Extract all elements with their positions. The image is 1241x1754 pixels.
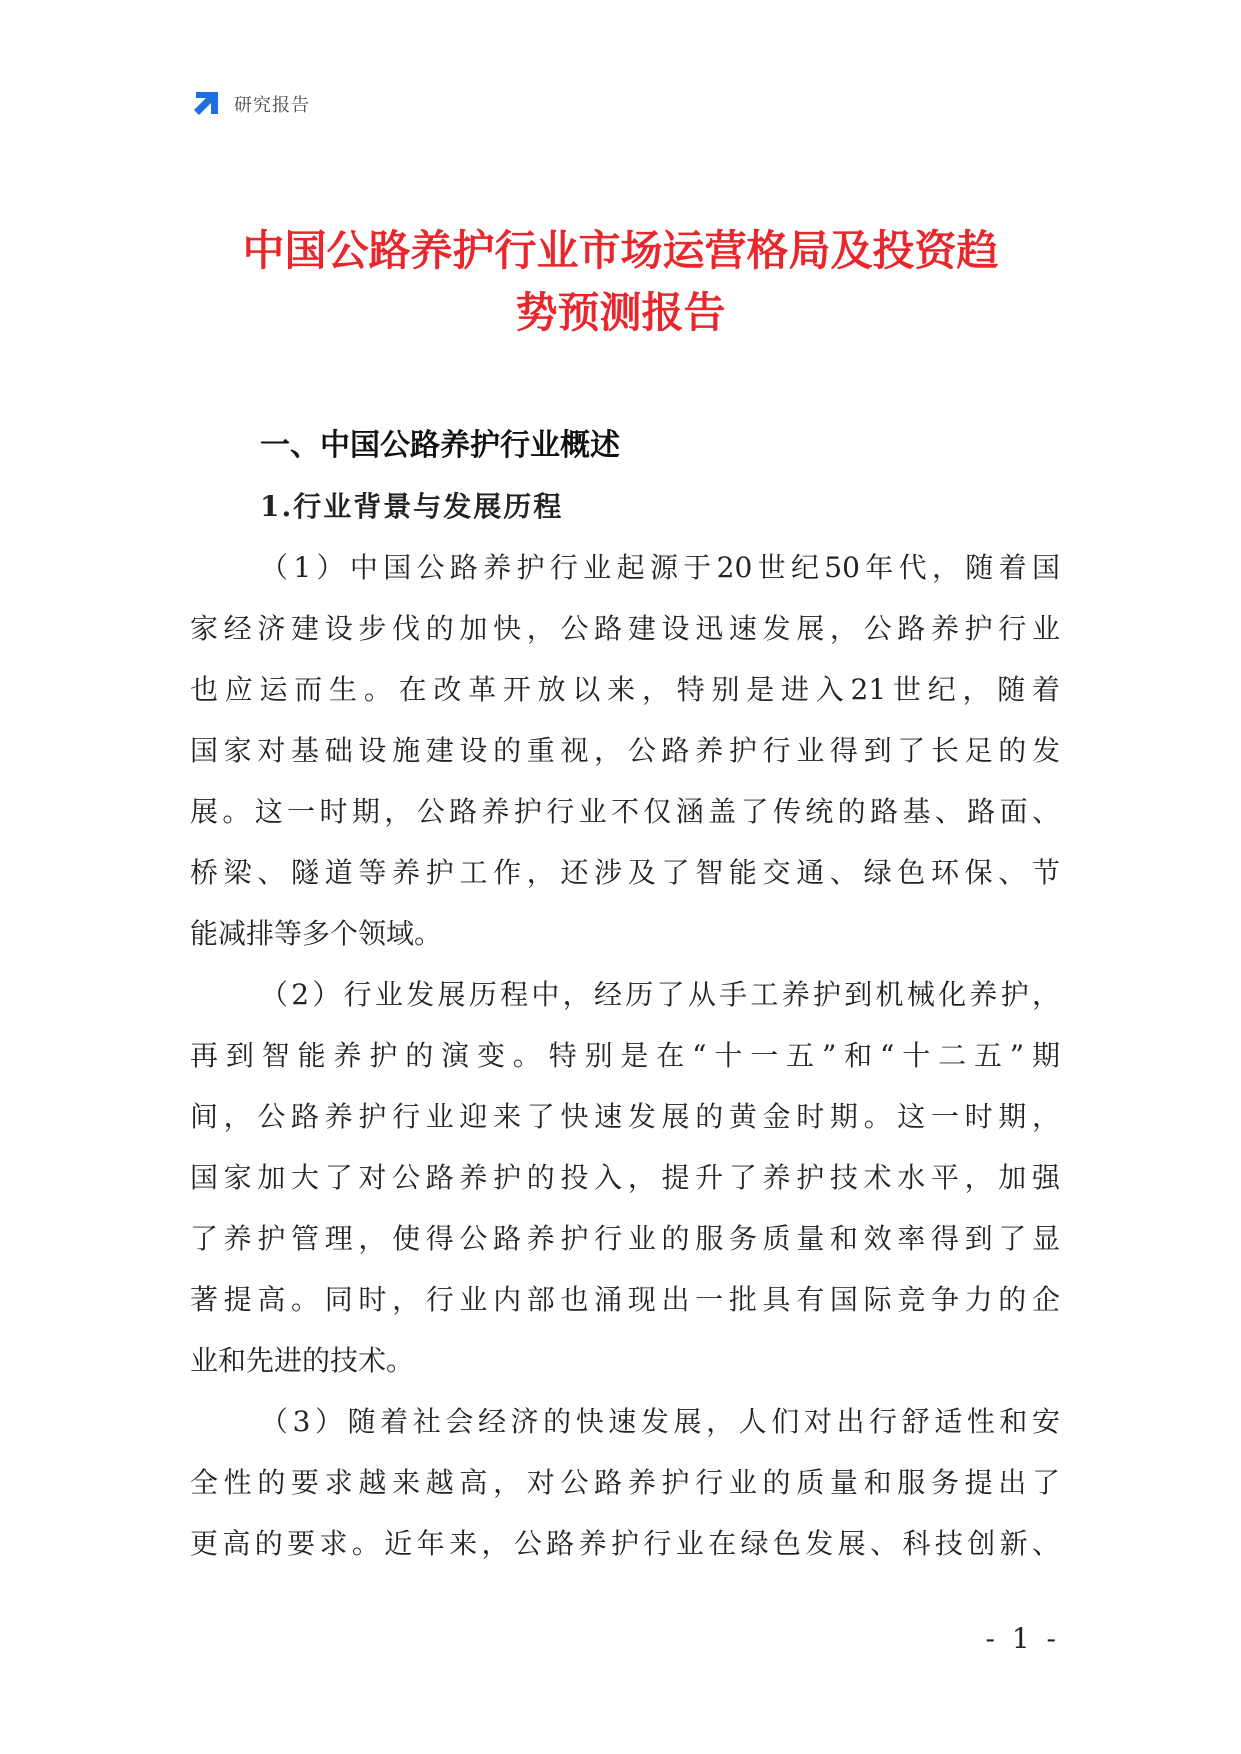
paragraph-line: 著提高。同时，行业内部也涌现出一批具有国际竞争力的企: [190, 1283, 1060, 1316]
paragraph-line: 了养护管理，使得公路养护行业的服务质量和效率得到了显: [190, 1222, 1060, 1255]
paragraph-line: 业和先进的技术。: [190, 1344, 415, 1377]
paragraph-line: 也应运而生。在改革开放以来，特别是进入21世纪，随着: [190, 673, 1060, 706]
paragraph-line: 国家对基础设施建设的重视，公路养护行业得到了长足的发: [190, 734, 1060, 767]
paragraph-line: 展。这一时期，公路养护行业不仅涵盖了传统的路基、路面、: [190, 795, 1060, 828]
arrow-logo-icon: [190, 88, 222, 120]
report-body: [190, 415, 1060, 1574]
paragraph-line: （1）中国公路养护行业起源于20世纪50年代，随着国: [260, 551, 1060, 584]
paragraph-line: 全性的要求越来越高，对公路养护行业的质量和服务提出了: [190, 1466, 1060, 1499]
report-header: [190, 88, 310, 120]
header-label: 研究报告: [234, 95, 310, 116]
title-line: 势预测报告: [515, 288, 726, 337]
paragraph-line: 间，公路养护行业迎来了快速发展的黄金时期。这一时期，: [190, 1100, 1060, 1133]
paragraph-3: [190, 1391, 1060, 1574]
paragraph-1: [190, 537, 1060, 964]
page-number: - 1 -: [985, 1622, 1060, 1655]
paragraph-line: 家经济建设步伐的加快，公路建设迅速发展，公路养护行业: [190, 612, 1060, 645]
paragraph-line: （3）随着社会经济的快速发展，人们对出行舒适性和安: [260, 1405, 1060, 1438]
paragraph-line: 再到智能养护的演变。特别是在“十一五”和“十二五”期: [190, 1039, 1060, 1072]
section-heading: 一、中国公路养护行业概述: [260, 428, 620, 463]
paragraph-line: （2）行业发展历程中，经历了从手工养护到机械化养护，: [260, 978, 1060, 1011]
paragraph-line: 更高的要求。近年来，公路养护行业在绿色发展、科技创新、: [190, 1527, 1060, 1560]
paragraph-line: 能减排等多个领域。: [190, 917, 443, 950]
subsection-heading: 1.行业背景与发展历程: [260, 490, 564, 523]
paragraph-line: 桥梁、隧道等养护工作，还涉及了智能交通、绿色环保、节: [190, 856, 1060, 889]
title-line: 中国公路养护行业市场运营格局及投资趋: [242, 226, 999, 275]
report-title: [150, 220, 1091, 344]
paragraph-2: [190, 964, 1060, 1391]
paragraph-line: 国家加大了对公路养护的投入，提升了养护技术水平，加强: [190, 1161, 1060, 1194]
